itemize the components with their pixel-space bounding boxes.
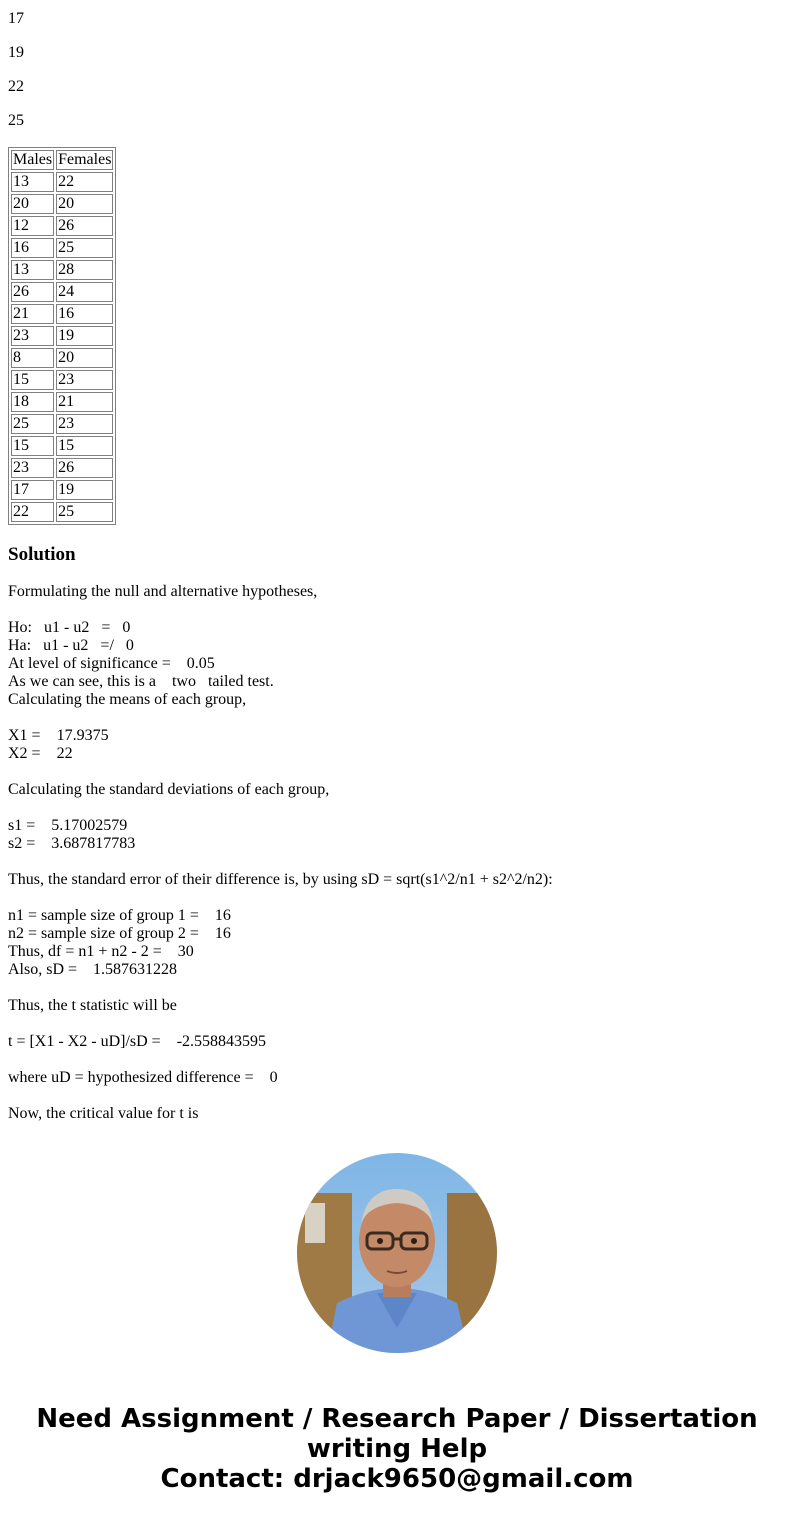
header-males: Males	[13, 151, 53, 168]
blank-line	[8, 1051, 778, 1069]
solution-line: where uD = hypothesized difference = 0	[8, 1069, 278, 1086]
table-row	[11, 282, 113, 302]
cell-females: 15	[56, 436, 113, 456]
cell-males: 16	[11, 238, 54, 258]
cell-females: 20	[56, 348, 113, 368]
cell-females: 23	[56, 414, 113, 434]
table-row	[11, 216, 113, 236]
solution-line: Calculating the means of each group,	[8, 691, 247, 708]
table-row	[11, 238, 113, 258]
blank-line	[8, 1087, 778, 1105]
top-number-2: 19	[8, 44, 24, 61]
blank-line	[8, 709, 778, 727]
cell-males: 26	[11, 282, 54, 302]
solution-line: Also, sD = 1.587631228	[8, 961, 178, 978]
solution-line: Thus, the standard error of their difference is, by using sD = sqrt(s1^2/n1 + s2^2/n2):	[8, 871, 553, 888]
person-photo-icon	[297, 1153, 497, 1353]
table-row	[11, 172, 113, 192]
cell-females: 21	[56, 392, 113, 412]
table-row	[11, 326, 113, 346]
cell-males: 23	[11, 326, 54, 346]
cell-females: 20	[56, 194, 113, 214]
table-row	[11, 348, 113, 368]
cell-females: 23	[56, 370, 113, 390]
solution-line: s2 = 3.687817783	[8, 835, 136, 852]
cell-females: 19	[56, 326, 113, 346]
cell-females: 22	[56, 172, 113, 192]
cell-females: 28	[56, 260, 113, 280]
table-row	[11, 436, 113, 456]
top-number-3: 22	[8, 78, 24, 95]
solution-line: At level of significance = 0.05	[8, 655, 215, 672]
solution-line: Formulating the null and alternative hypotheses,	[8, 583, 318, 600]
blank-line	[8, 763, 778, 781]
blank-line	[8, 853, 778, 871]
cell-males: 20	[11, 194, 54, 214]
cell-males: 12	[11, 216, 54, 236]
cell-males: 22	[11, 502, 54, 522]
cell-males: 25	[11, 414, 54, 434]
table-row	[11, 304, 113, 324]
solution-line: n2 = sample size of group 2 = 16	[8, 925, 231, 942]
table-row	[11, 194, 113, 214]
cell-males: 15	[11, 436, 54, 456]
cell-females: 25	[56, 238, 113, 258]
cell-females: 26	[56, 458, 113, 478]
blank-line	[8, 799, 778, 817]
cell-females: 24	[56, 282, 113, 302]
cell-females: 26	[56, 216, 113, 236]
solution-line: Thus, the t statistic will be	[8, 997, 177, 1014]
cell-males: 23	[11, 458, 54, 478]
cell-males: 18	[11, 392, 54, 412]
table-header-row	[11, 150, 113, 170]
top-number-4: 25	[8, 112, 24, 129]
blank-line	[8, 1015, 778, 1033]
solution-line: Now, the critical value for t is	[8, 1105, 199, 1122]
blank-line	[8, 979, 778, 997]
solution-heading: Solution	[8, 544, 76, 565]
header-females: Females	[58, 151, 112, 168]
solution-line: X2 = 22	[8, 745, 73, 762]
table-row	[11, 480, 113, 500]
table-row	[11, 502, 113, 522]
cell-females: 25	[56, 502, 113, 522]
solution-line: s1 = 5.17002579	[8, 817, 128, 834]
table-row	[11, 414, 113, 434]
author-avatar	[297, 1153, 497, 1353]
cell-females: 19	[56, 480, 113, 500]
table-row	[11, 370, 113, 390]
cell-males: 8	[11, 348, 54, 368]
cell-males: 13	[11, 172, 54, 192]
solution-line: Ha: u1 - u2 =/ 0	[8, 637, 134, 654]
cell-males: 13	[11, 260, 54, 280]
solution-line: Ho: u1 - u2 = 0	[8, 619, 131, 636]
cell-males: 21	[11, 304, 54, 324]
table-row	[11, 392, 113, 412]
blank-line	[8, 601, 778, 619]
cta-line-3: Contact: drjack9650@gmail.com	[160, 1464, 634, 1494]
solution-line: As we can see, this is a two tailed test.	[8, 673, 274, 690]
table-row	[11, 260, 113, 280]
solution-line: n1 = sample size of group 1 = 16	[8, 907, 231, 924]
solution-line: t = [X1 - X2 - uD]/sD = -2.558843595	[8, 1033, 267, 1050]
cta-line-1: Need Assignment / Research Paper / Dissertation	[36, 1404, 758, 1434]
data-table	[8, 147, 116, 525]
cell-males: 17	[11, 480, 54, 500]
contact-banner	[0, 1404, 794, 1494]
cell-females: 16	[56, 304, 113, 324]
cta-line-2: writing Help	[306, 1434, 488, 1464]
solution-line: X1 = 17.9375	[8, 727, 109, 744]
solution-line: Calculating the standard deviations of each group,	[8, 781, 330, 798]
solution-line: Thus, df = n1 + n2 - 2 = 30	[8, 943, 194, 960]
top-number-1: 17	[8, 10, 24, 27]
cell-males: 15	[11, 370, 54, 390]
blank-line	[8, 889, 778, 907]
solution-text	[8, 583, 778, 1123]
table-row	[11, 458, 113, 478]
